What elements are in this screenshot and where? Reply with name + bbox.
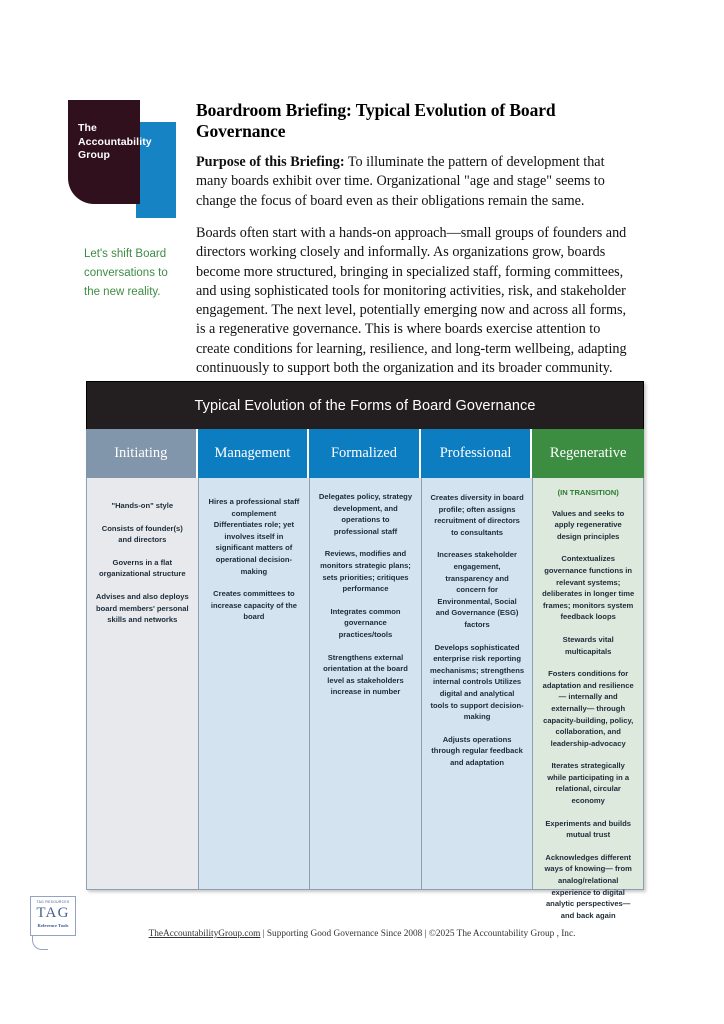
column-body-management <box>198 478 310 890</box>
column-body-formalized <box>309 478 421 890</box>
matrix-column-regenerative <box>532 429 644 920</box>
column-header-initiating: Initiating <box>86 429 198 478</box>
list-item: Experiments and builds mutual trust <box>545 818 631 840</box>
column-header-professional: Professional <box>421 429 533 478</box>
list-item: Creates diversity in board profile; often assigns recruitment of directors to consultants <box>430 493 524 537</box>
badge-top-label: TAG RESOURCES <box>36 900 70 904</box>
matrix-column-management <box>198 429 310 890</box>
intro-paragraph: Boards often start with a hands-on approach—small groups of founders and directors working closely and informally. As organizations grow, boards become more structured, bringing in specialized staff, forming committees, and using sophisticated tools for monitoring activities, risk, and stakeholder engagement. The next level, potentially emerging now and across all forms, is a regenerative governance. This is where boards exercise attention to create conditions for learning, resilience, and long-term wellbeing, adapting continuously to support both the organization and its broader community. <box>196 225 627 377</box>
footer-rest-text: | Supporting Good Governance Since 2008 | ©2025 The Accountability Group , Inc. <box>260 929 576 939</box>
website-link[interactable]: TheAccountabilityGroup.com <box>148 929 261 939</box>
brand-tagline: Let's shift Board conversations to the new reality. <box>84 248 168 298</box>
list-item: Contextualizes governance functions in relevant systems; deliberates in longer time frames; monitors system feedback loops <box>542 554 635 622</box>
column-header-regenerative: Regenerative <box>532 429 644 478</box>
list-item: Increases stakeholder engagement, transparency and concern for Environmental, Social and Governance (ESG) factors <box>435 550 519 629</box>
purpose-label: Purpose of this Briefing: <box>196 154 345 170</box>
logo-text <box>78 122 152 163</box>
purpose-paragraph <box>196 153 632 211</box>
badge-main-label: TAG <box>36 905 70 921</box>
page-title: Boardroom Briefing: Typical Evolution of Board Governance <box>196 100 556 141</box>
list-item: Develops sophisticated enterprise risk reporting mechanisms; strengthens internal controls Utilizes digital and analytical tools to support decision-making <box>430 642 525 722</box>
matrix-column-professional <box>421 429 533 890</box>
logo-text-line2: Accountability <box>78 135 152 148</box>
list-item: Strengthens external orientation at the board level as stakeholders increase in number <box>323 652 408 697</box>
matrix-title: Typical Evolution of the Forms of Board Governance <box>86 381 644 429</box>
column-body-regenerative <box>532 478 644 920</box>
governance-matrix <box>86 381 644 920</box>
list-item: Delegates policy, strategy development, and operations to professional staff <box>318 492 413 536</box>
matrix-column-initiating <box>86 429 198 890</box>
transition-badge: (IN TRANSITION) <box>557 488 619 497</box>
purpose-text: To illuminate the pattern of development that many boards exhibit over time. Organizational "age and stage" seems to change the focus of board even as their obligations remain the same. <box>196 154 605 209</box>
list-item: "Hands-on" style <box>111 501 174 510</box>
column-body-initiating <box>86 478 198 890</box>
list-item: Adjusts operations through regular feedback and adaptation <box>431 734 523 767</box>
list-item: Fosters conditions for adaptation and resilience— internally and externally— through capacity-building, policy, collaboration, and leadership-advocacy <box>542 669 634 748</box>
list-item: Integrates common governance practices/tools <box>330 606 401 639</box>
list-item: Iterates strategically while participating in a relational, circular economy <box>547 761 630 806</box>
matrix-column-formalized <box>309 429 421 890</box>
column-body-professional <box>421 478 533 890</box>
list-item: Creates committees to increase capacity of the board <box>210 589 297 622</box>
list-item: Stewards vital multicapitals <box>562 634 614 656</box>
column-header-formalized: Formalized <box>309 429 421 478</box>
badge-sub-label: Reference Tools <box>37 923 69 928</box>
accountability-group-logo <box>68 100 176 218</box>
list-item: Governs in a flat organizational structure <box>99 557 186 579</box>
list-item: Reviews, modifies and monitors strategic plans; sets priorities; critiques performance <box>320 549 411 594</box>
column-header-management: Management <box>198 429 310 478</box>
matrix-columns <box>86 429 644 920</box>
logo-text-line1: The <box>78 122 97 134</box>
logo-text-line3: Group <box>78 149 110 161</box>
list-item: Values and seeks to apply regenerative design principles <box>552 508 625 541</box>
tag-resources-badge <box>30 896 82 950</box>
footer-credit <box>0 929 724 939</box>
list-item: Acknowledges different ways of knowing— from analog/relational experience to digital analytic perspectives— and back again <box>544 852 632 920</box>
list-item: Hires a professional staff complement Differentiates role; yet involves itself in significant matters of operational decision-making <box>208 497 300 576</box>
list-item: Consists of founder(s) and directors <box>101 523 183 545</box>
list-item: Advises and also deploys board members' personal skills and networks <box>95 591 189 625</box>
